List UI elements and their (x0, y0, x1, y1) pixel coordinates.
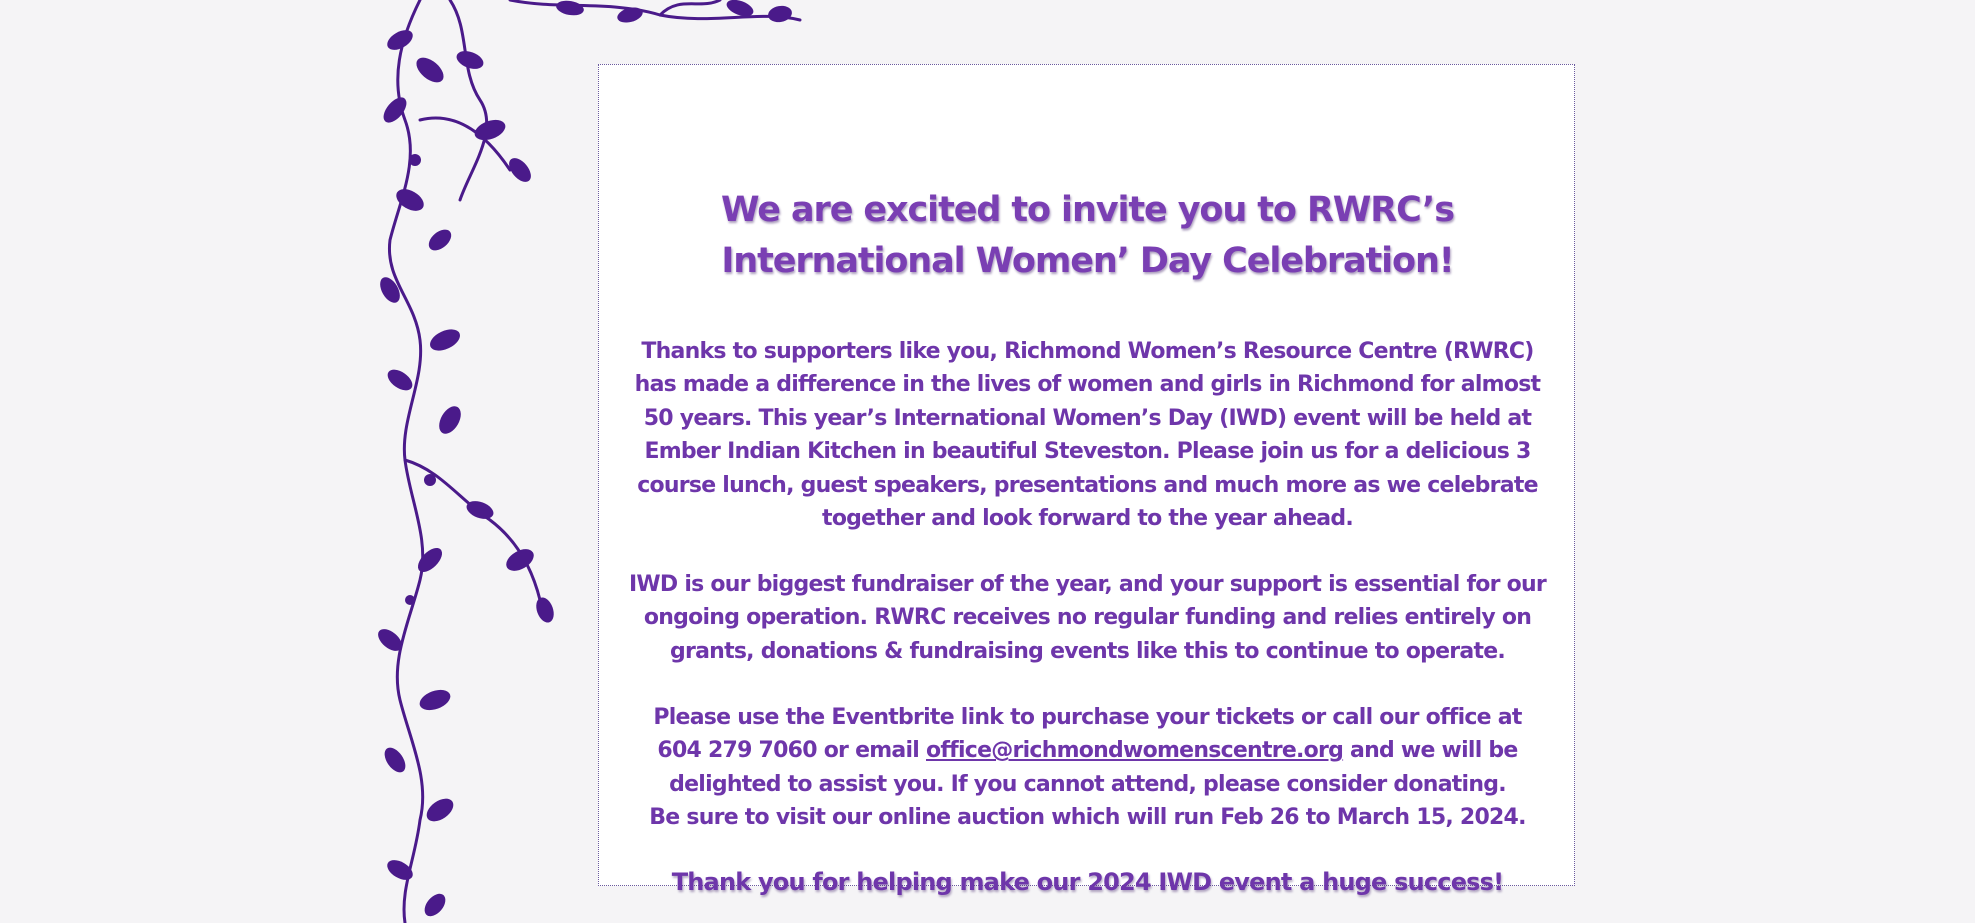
invitation-headline (599, 185, 1576, 287)
paragraph-line: 50 years. This year’s International Women’s Day (IWD) event will be held at (643, 405, 1532, 431)
paragraph-line: grants, donations & fundraising events like this to continue to operate. (669, 638, 1506, 664)
paragraph-line: ongoing operation. RWRC receives no regular funding and relies entirely on (643, 605, 1532, 631)
closing-message: Thank you for helping make our 2024 IWD event a huge success! (671, 868, 1504, 896)
paragraph-line: Ember Indian Kitchen in beautiful Steveston. Please join us for a delicious 3 (644, 439, 1531, 465)
paragraph-line: has made a difference in the lives of women and girls in Richmond for almost (634, 372, 1541, 398)
paragraph-line: Be sure to visit our online auction which will run Feb 26 to March 15, 2024. (649, 805, 1526, 831)
paragraph-line: course lunch, guest speakers, presentations and much more as we celebrate (637, 472, 1538, 498)
paragraph-line: Thanks to supporters like you, Richmond Women’s Resource Centre (RWRC) (641, 339, 1534, 364)
paragraph-line: delighted to assist you. If you cannot attend, please consider donating. (669, 771, 1506, 797)
paragraph-line: together and look forward to the year ahead. (822, 506, 1353, 532)
fundraiser-paragraph (609, 568, 1566, 668)
email-link[interactable]: office@richmondwomenscentre.org (926, 738, 1344, 764)
invitation-card (598, 64, 1575, 896)
contact-paragraph (609, 701, 1566, 835)
paragraph-line: Please use the Eventbrite link to purchase your tickets or call our office at (653, 705, 1522, 730)
headline-line-1: We are excited to invite you to RWRC’s (721, 190, 1454, 230)
phone-text: 604 279 7060 or email (657, 738, 926, 764)
headline-line-2: International Women’ Day Celebration! (721, 241, 1454, 281)
intro-paragraph (609, 335, 1566, 535)
paragraph-line (609, 734, 1566, 767)
contact-text-after: and we will be (1343, 738, 1518, 764)
paragraph-line: IWD is our biggest fundraiser of the year, and your support is essential for our (628, 572, 1547, 597)
